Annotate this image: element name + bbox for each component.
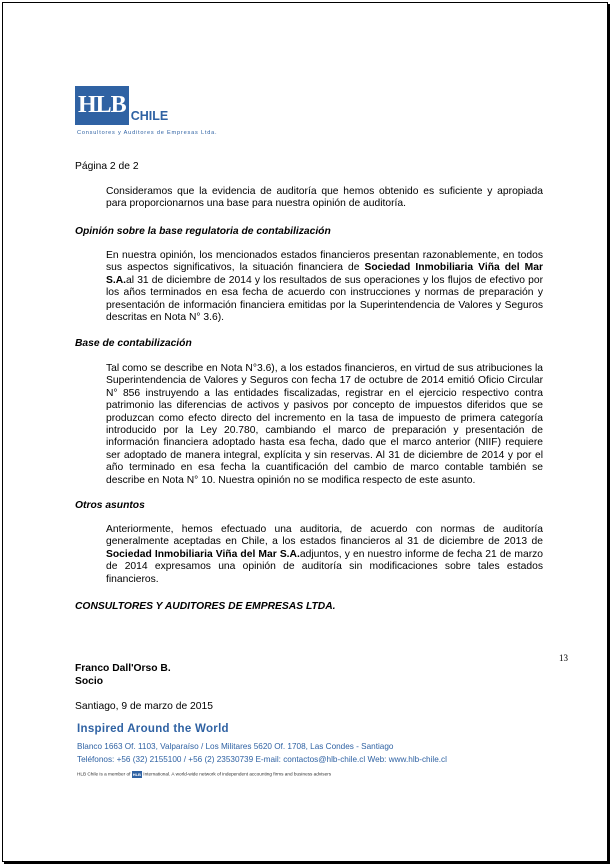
intro-paragraph: Consideramos que la evidencia de auditoría que hemos obtenido es suficiente y apropiada para proporcionarnos una base para nuestra opinión de auditoría.: [106, 186, 543, 210]
section-heading-other: Otros asuntos: [75, 500, 145, 511]
footer-tagline: Inspired Around the World: [77, 723, 229, 735]
base-paragraph: Tal como se describe en Nota N°3.6), a los estados financieros, en virtud de sus atribuciones la Superintendencia de Valores y Seguros con fecha 17 de octubre de 2014 emitió Oficio Circular N° 856 instruyendo a las entidades fiscalizadas, registrar en el ejercicio respectivo contra patrimonio las diferencias de activos y pasivos por concepto de impuestos diferidos que se produzcan como efecto directo del incremento en la tasa de impuesto de primera categoría introducido por la Ley 20.780, cambiando el marco de preparación y presentación de información financiera adoptado hasta esa fecha, dado que el marco anterior (NIIF) requiere ser adoptado de manera integral, explícita y sin reservas. Al 31 de diciembre de 2014 y por el año terminado en esa fecha la cuantificación del cambio de marco contable también se describe en Nota N° 10. Nuestra opinión no se modifica respecto de este asunto.: [106, 363, 543, 486]
logo-subtitle: Consultores y Auditores de Empresas Ltda.: [77, 130, 218, 136]
other-matters-paragraph: Anteriormente, hemos efectuado una auditoria, de acuerdo con normas de auditoría generalmente aceptadas en Chile, a los estados financieros al 31 de diciembre de 2013 de Sociedad Inmobiliaria Viña del Mar S.A.adjuntos, y en nuestro informe de fecha 21 de marzo de 2014 expresamos una opinión de auditoría sin modificaciones sobre tales estados financieros.: [106, 524, 543, 585]
signer-name: Franco Dall'Orso B.: [75, 663, 171, 674]
opinion-paragraph: En nuestra opinión, los mencionados estados financieros presentan razonablemente, en todos sus aspectos significativos, la situación financiera de Sociedad Inmobiliaria Viña del Mar S.A.al 31 de diciembre de 2014 y los resultados de sus operaciones y los flujos de efectivo por los años terminados en esa fecha de acuerdo con instrucciones y normas de preparación y presentación de información financiera emitidas por la Superintendencia de Valores y Seguros descritas en Nota N° 3.6).: [106, 250, 543, 324]
document-page: [2, 2, 608, 862]
firm-name: CONSULTORES Y AUDITORES DE EMPRESAS LTDA.: [75, 601, 336, 612]
signer-role: Socio: [75, 676, 104, 687]
hlb-international-logo: HLB: [132, 772, 141, 777]
section-heading-opinion: Opinión sobre la base regulatoria de contabilización: [75, 226, 331, 237]
section-heading-base: Base de contabilización: [75, 338, 192, 349]
footer-membership: HLB Chile is a member of HLB International. A world-wide network of independent accounting firms and business advisers: [77, 771, 332, 777]
place-date: Santiago, 9 de marzo de 2015: [75, 701, 213, 712]
footer-address: Blanco 1663 Of. 1103, Valparaíso / Los Militares 5620 Of. 1708, Las Condes - Santiago: [77, 742, 394, 751]
logo-mark: HLB: [75, 86, 129, 125]
page-number: 13: [559, 653, 568, 663]
logo-country: CHILE: [130, 109, 169, 123]
hlb-logo: [75, 86, 168, 125]
footer-contact: Teléfonos: +56 (32) 2155100 / +56 (2) 23530739 E-mail: contactos@hlb-chile.cl Web: www.hlb-chile.cl: [77, 755, 447, 764]
page-label: Página 2 de 2: [75, 161, 139, 172]
